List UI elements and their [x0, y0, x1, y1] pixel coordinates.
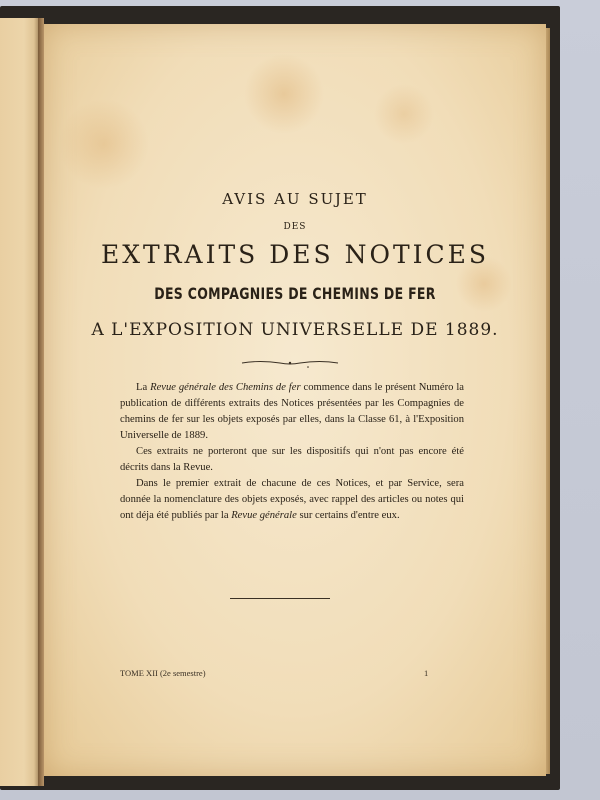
paragraph-3-rest: sur certains d'entre eux. [296, 510, 400, 521]
left-page-edge [0, 18, 40, 786]
section-rule [230, 598, 330, 599]
heading-line-1: AVIS AU SUJET [222, 190, 368, 208]
paragraph-1-journal-title: Revue générale des Chemins de fer [150, 382, 301, 393]
paragraph-3-start: Dans le premier extrait de chacune de ces Notices, et par Service, sera donnée la nomenclature des objets exposés, avec rappel des articles ou notes qui ont déja été publiés par la [120, 478, 464, 521]
heading-line-2: DES [283, 222, 307, 232]
volume-label: TOME XII (2e semestre) [120, 668, 206, 678]
paragraph-3 [120, 476, 464, 524]
heading-title: EXTRAITS DES NOTICES [100, 240, 489, 269]
page-number: 1 [424, 668, 429, 678]
heading-exposition: A L'EXPOSITION UNIVERSELLE DE 1889. [91, 320, 499, 340]
book-page [44, 24, 546, 776]
paragraph-3-journal-title: Revue générale [231, 510, 297, 521]
paragraph-1 [120, 380, 464, 444]
heading-subtitle: DES COMPAGNIES DE CHEMINS DE FER [154, 284, 436, 303]
paragraph-2: Ces extraits ne porteront que sur les dispositifs qui n'ont pas encore été décrits dans la Revue. [120, 446, 464, 473]
notice-body [120, 380, 464, 524]
paragraph-1-start: La [136, 382, 151, 393]
paragraph-1-rest: commence dans le présent Numéro la publication de différents extraits des Notices présentées par les Compagnies de chemins de fer sur les objets exposés par elles, dans la Classe 61, à l'Exposition Universelle de 1889. [120, 382, 464, 441]
ornament-divider [240, 358, 340, 368]
